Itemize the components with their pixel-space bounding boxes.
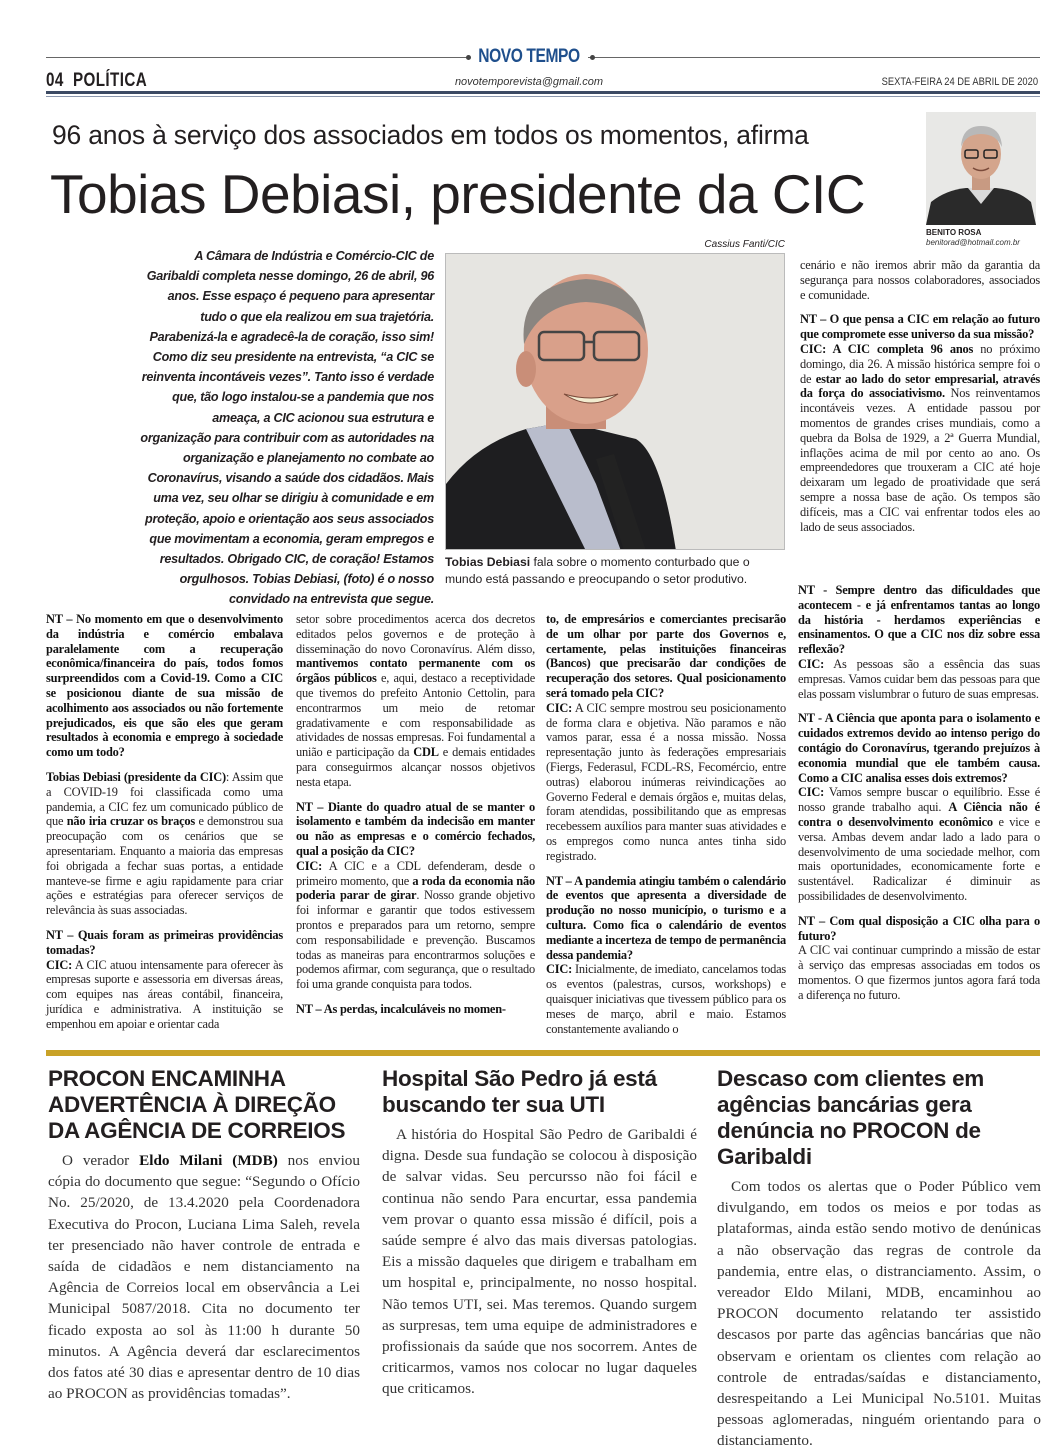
paragraph — [46, 770, 283, 918]
section-name: POLÍTICA — [72, 70, 148, 91]
newspaper-name: NOVO TEMPO — [478, 46, 580, 67]
interviewee-photo — [445, 253, 785, 550]
text: setor sobre procedimentos acerca dos decretos editados pelos governos e de proteção à disseminação do novo Coronavírus. Além disso, — [296, 612, 535, 656]
bold-text: CIC: — [546, 700, 573, 715]
bold-text: CIC: — [46, 957, 73, 972]
interview-column-right-top — [800, 258, 1040, 534]
story-headline-procon-correios: PROCON ENCAMINHA ADVERTÊNCIA À DIREÇÃO DA AGÊNCIA DE CORREIOS — [48, 1066, 346, 1143]
bold-text: to, de empresários e comerciantes precisarão de um olhar por parte dos Governos e, certamente, pelas instituições financeiras (Bancos) que precisarão dar condições de recuperação dos setores. Qual posicionamento será tomado pela CIC? — [546, 612, 786, 700]
bold-text: A Ciência não é contra o desenvolvimento econômico — [798, 800, 1040, 829]
bold-text: NT – Com qual disposição a CIC olha para o futuro? — [798, 913, 1040, 943]
paragraph — [48, 1150, 360, 1404]
article-kicker: 96 anos à serviço dos associados em todos os momentos, afirma — [52, 120, 809, 150]
bold-text: CIC: — [296, 858, 323, 873]
bold-text: NT - Sempre dentro das dificuldades que acontecem - e já enfrentamos tantas ao longo da história - herdamos experiências e ensinamentos. O que a CIC nos diz sobre essa reflexão? — [798, 583, 1040, 657]
paragraph — [800, 258, 1040, 302]
paragraph — [382, 1124, 697, 1400]
bold-text: CIC: A CIC completa 96 anos — [800, 341, 974, 356]
text: e, aqui, destaco a receptividade que tivemos do prefeito Antonio Cettolin, para encontrarmos um meio de retomar gradativamente e com responsabilidade as atividades de nossas empresas. Foi fundamental a união e participação da — [296, 671, 535, 760]
text: : Assim que a COVID-19 foi classificada como uma pandemia, a CIC fez um comunicado público de que — [46, 769, 283, 829]
bold-text: NT – Diante do quadro atual de se manter o isolamento e também da indecisão em manter ou não as empresas e o comércio fechados, qual a posição da CIC? — [296, 799, 535, 858]
text: A CIC e a CDL defenderam, desde o primeiro momento, que — [296, 858, 535, 888]
text: A CIC vai continuar cumprindo a missão de estar à serviço das empresas associadas em todos os momentos. O que fizermos juntos agora fará toda a diferença no futuro. — [798, 943, 1040, 1002]
header-rule-thin — [46, 96, 1040, 97]
story-body-hospital — [382, 1124, 697, 1400]
text: nos enviou cópia do documento que segue: “Segundo o Ofício No. 25/2020, de 13.4.2020 pela Coordenadora Executiva do Procon, Luciana Lima Saleh, revela ter presenciado não haver controle de entrada e saída de cidadãos e nem distanciamento na Agência de Correios local em observância a Lei Municipal 5087/2018. Cita no documento ter ficado exposta ao sol às 11:00 h durante 50 minutos. A Agência deverá dar esclarecimentos dos fatos até 30 dias e apresentar dentro de 10 dias ao PROCON as providências tomadas”. — [48, 1152, 360, 1403]
photo-credit: Cassius Fanti/CIC — [704, 239, 785, 250]
text: no próximo domingo, dia 26. A missão histórica sempre foi o de — [800, 341, 1040, 386]
bold-text: CIC: — [798, 656, 825, 671]
bold-text: NT – No momento em que o desenvolvimento da indústria e comércio embalava paralelamente com a recuperação econômica/financeira do país, todos fomos surpreendidos com a Covid-19. Como a CIC se posicionou diante de sua missão de acolhimento aos associados ou não fortemente prejudicados, eis que são eles que geram resultados à economia e emprego à sociedade como um todo? — [46, 612, 283, 760]
paragraph — [546, 612, 786, 864]
caption-name: Tobias Debiasi — [445, 555, 531, 569]
bold-text: não iria cruzar os braços — [66, 814, 196, 829]
paragraph — [296, 612, 535, 790]
paragraph — [296, 1002, 535, 1017]
bold-text: NT - A Ciência que aponta para o isolamento e cuidados extremos devido ao intenso perigo do contágio do Coronavírus, tgerando prejuízos à economia mundial que ele também causa. Como a CIC analisa esses dois extremos? — [798, 711, 1040, 785]
paragraph — [296, 800, 535, 992]
text: Vamos sempre buscar o equilíbrio. Esse é nosso grande trabalho aqui. — [798, 785, 1040, 815]
text: cenário e não iremos abrir mão da garantia da segurança para nossos colaboradores, associados e comunidade. — [800, 258, 1040, 302]
text: e demais entidades para conseguirmos alcançar nossos objetivos nesta etapa. — [296, 745, 535, 789]
text: As pessoas são a essência das suas empresas. Vamos cuidar bem das pessoas para que elas possam vislumbrar o futuro de suas empresas. — [798, 656, 1040, 701]
columnist-email: benitorad@hotmail.com.br — [926, 238, 1020, 247]
text: O verador — [62, 1152, 140, 1169]
columnist-name: BENITO ROSA — [926, 228, 982, 237]
story-body-bancos — [717, 1176, 1041, 1452]
section-divider — [46, 1050, 1040, 1056]
header-rule — [46, 91, 1040, 94]
bold-text: Tobias Debiasi (presidente da CIC) — [46, 769, 226, 784]
text: Nos reinventamos incontáveis vezes. A entidade passou por momentos de grandes crises mundiais, como a quebra da Bolsa de 1929, a 2ª Guerra Mundial, inflações acima de mil por cento ao ano. Os empreendedores que trouxeram a CIC até hoje deixaram um legado de proatividade que será sempre a nossa base de ação. Os tempos são difíceis, mas a CIC vai enfrentar todos eles ao lado de seus associados. — [800, 386, 1040, 534]
text: Com todos os alertas que o Poder Público vem divulgando, em todos os meios e por todas as plataformas, ainda estão sendo motivo de denúnicas a não observação das regras de controle da pandemia, entre elas, o distranciamento. Assim, o vereador Eldo Milani, MDB, encaminhou ao PROCON documento relatando ter assistido descasos por parte das agências bancárias que não observam e orientam os clientes com relação ao controle de entradas/saídas e distanciamento, desrespeitando a Lei Municipal No.5101. Muitas pessoas aglomeradas, ninguém orientando para o distanciamento. — [717, 1178, 1041, 1450]
story-hospital — [382, 1066, 697, 1400]
photo-caption — [445, 554, 785, 588]
text: e demonstrou sua preocupação com os cenários que se apresentariam. Enquanto a maioria das empresas foi obrigada a fechar suas portas, a entidade manteve-se firme e agiu rapidamente para criar ações e estratégias para oferecer serviços de relevância às suas associadas. — [46, 814, 283, 918]
interview-column-3 — [546, 612, 786, 1036]
text: A história do Hospital São Pedro de Garibaldi é digna. Desde sua fundação se colocou à disposição de salvar vidas. Seu percursso não foi fácil e continua não sendo Para encurtar, essa pandemia vem provar o quanto essa missão é difícil, pois a saúde sempre é alvo das mais diversas patologias. Eis a missão daqueles que dirigem e trabalham em um hospital e, principalmente, no nosso hospital. Não temos UTI, sei. Mas teremos. Quando surgem as surpresas, tem uma equipe de administradores e profissionais da saúde que nos socorrem. Antes de criticarmos, vamos nos colocar no lugar daqueles que criticamos. — [382, 1126, 697, 1398]
text: Inicialmente, de imediato, cancelamos todas os eventos (palestras, cursos, workshops) e quaisquer iniciativas que tivessem público para os meses de março, abril e maio. Estamos constantemente avaliando o — [546, 962, 786, 1036]
bold-text: CIC: — [546, 962, 573, 977]
story-headline-hospital: Hospital São Pedro já está buscando ter sua UTI — [382, 1066, 657, 1117]
story-procon-correios — [48, 1066, 360, 1404]
text: A CIC atuou intensamente para oferecer às empresas suporte e assessoria em diversas áreas, com equipes nas áreas contábil, financeira, jurídica e administrativa. A instituição se empenhou em apoiar e orientar cada — [46, 957, 283, 1031]
text: e vice e versa. Ambas devem andar lado a lado para o desenvolvimento de uma sociedade melhor, com mais oportunidades, economicamente forte e sustentável. Radicalizar é diminuir as possibilidades de desenvolvimento. — [798, 814, 1040, 903]
bold-text: NT – Quais foram as primeiras providências tomadas? — [46, 927, 283, 957]
story-body-procon-correios — [48, 1150, 360, 1404]
article-title: Tobias Debiasi, presidente da CIC — [50, 163, 866, 225]
bold-text: CIC: — [798, 785, 825, 800]
interview-column-4 — [798, 583, 1040, 1003]
story-headline-bancos: Descaso com clientes em agências bancárias gera denúncia no PROCON de Garibaldi — [717, 1066, 984, 1169]
paragraph — [46, 612, 283, 760]
text: A CIC sempre mostrou seu posicionamento de forma clara e objetiva. Não paramos e não vamos parar, essa é a nossa missão. Nossa representação junto às federações empresariais (Fiergs, Federasul, FCDL-RS, Fecomércio, entre outras) elaborou inúmeras reivindicações ao Governo Federal e demais órgãos e, muitas delas, foram atendidas, possibilitando que as empresas recebessem auxílios para manter suas atividades e os empregos como nunca antes tinha sido registrado. — [546, 700, 786, 863]
story-bancos — [717, 1066, 1041, 1452]
bold-text: NT – A pandemia atingiu também o calendário de eventos que apresenta a diversidade de produção no nosso município, o turismo e a cultura. Como fica o calendário de eventos mediante a incerteza de tempo de permanência dessa pandemia? — [546, 873, 786, 962]
paragraph — [798, 583, 1040, 701]
bold-text: NT – As perdas, incalculáveis no momen- — [296, 1001, 506, 1016]
columnist-photo — [926, 112, 1036, 225]
article-intro: A Câmara de Indústria e Comércio-CIC de Garibaldi completa nesse domingo, 26 de abril, 96 anos. Esse espaço é pequeno para apresentar tudo o que ela realizou em sua trajetória. Parabenizá-la e agradecê-la de coração, isso sim! Como diz seu presidente na entrevista, “a CIC se reinventa incontáveis vezes”. Tanto isso é verdade que, tão logo instalou-se a pandemia que nos ameaça, a CIC acionou sua estrutura e organização para contribuir com as autoridades na organização e planejamento no combate ao Coronavírus, visando a saúde dos cidadãos. Mais uma vez, seu olhar se dirigiu à comunidade e em proteção, apoio e orientação aos seus associados que movimentam a economia, geram empregos e resultados. Obrigado CIC, de coração! Estamos orgulhosos. Tobias Debiasi, (foto) é o nosso convidado na entrevista que segue. — [140, 249, 434, 607]
bold-text: NT – O que pensa a CIC em relação ao futuro que compromete esse universo da sua missão? — [800, 312, 1040, 342]
caption-text: fala sobre o momento conturbado que o mundo está passando e preocupando o setor produtivo. — [445, 555, 750, 586]
bold-text: estar ao lado do setor empresarial, através da força do associativismo. — [800, 371, 1040, 401]
bold-text: CDL — [413, 745, 439, 760]
paragraph — [546, 874, 786, 1037]
paragraph — [46, 928, 283, 1032]
bold-text: mantivemos contato permanente com os órgãos públicos — [296, 656, 535, 686]
paragraph — [798, 914, 1040, 1003]
page-number: 04 — [46, 70, 64, 91]
paragraph — [798, 711, 1040, 903]
newspaper-email: novotemporevista@gmail.com — [454, 76, 604, 88]
paragraph — [800, 312, 1040, 534]
bold-text: Eldo Milani (MDB) — [139, 1152, 278, 1169]
bold-text: a roda da economia não poderia parar de girar — [296, 873, 535, 903]
text: . Nosso grande objetivo foi informar e garantir que todos estivessem prontos e preparados para um retorno, sempre com responsabilidade e prevenção. Buscamos todas as maneiras para encontrarmos soluções e podemos afirmar, com segurança, que o resultado foi uma grande conquista para todos. — [296, 888, 535, 992]
interview-column-1 — [46, 612, 283, 1032]
issue-date: SEXTA-FEIRA 24 DE ABRIL DE 2020 — [881, 76, 1038, 88]
interview-column-2 — [296, 612, 535, 1017]
paragraph — [717, 1176, 1041, 1452]
